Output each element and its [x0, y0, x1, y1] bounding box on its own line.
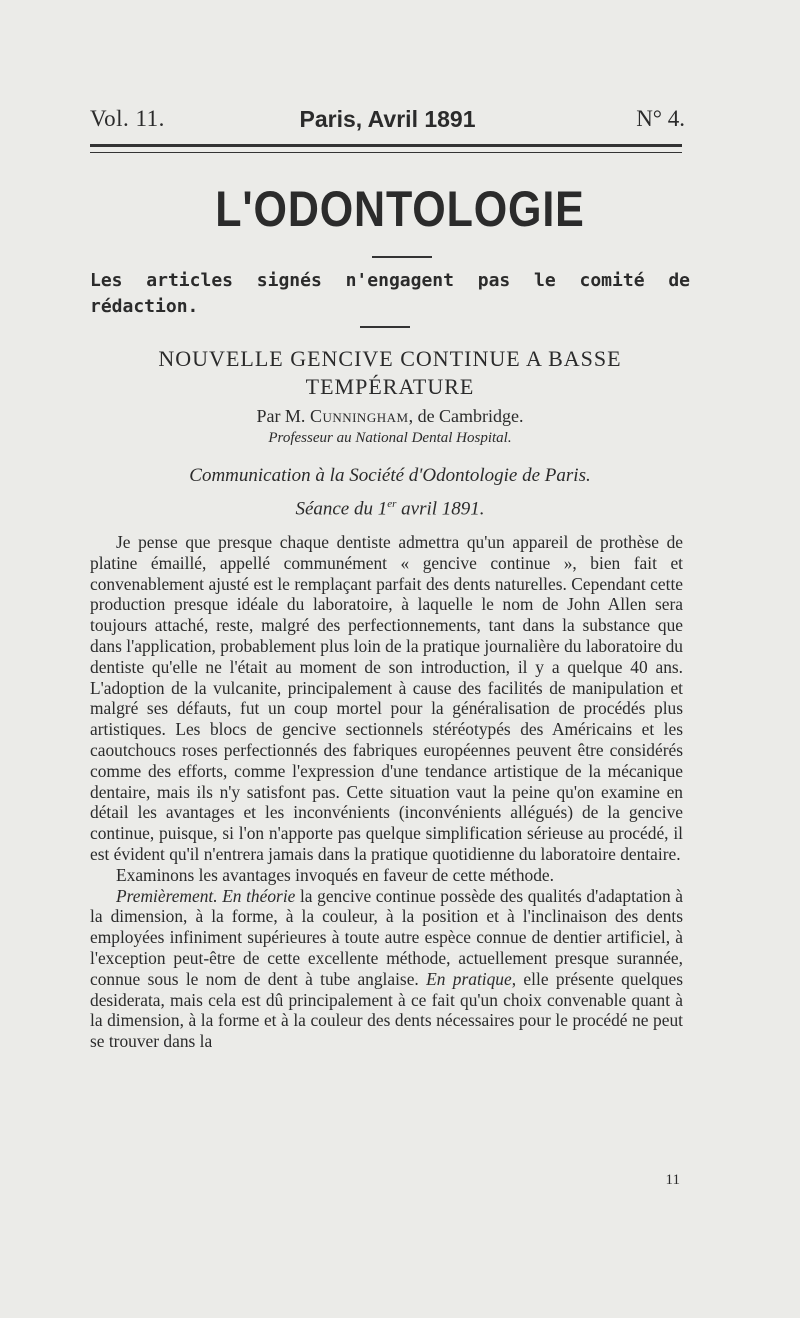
session-line — [90, 490, 690, 523]
session-prefix: Séance du 1 — [295, 498, 388, 520]
article-byline — [90, 406, 690, 427]
header-double-rule — [90, 144, 682, 153]
paragraph-3 — [90, 886, 683, 1052]
p3-practice: En pratique — [426, 968, 512, 989]
issue-number: N° 4. — [636, 106, 685, 131]
author-affiliation: Professeur au National Dental Hospital. — [268, 430, 512, 446]
byline-prefix: Par M. — [256, 406, 306, 426]
byline-suffix: , de Cambridge. — [408, 406, 524, 426]
p3-lead: Premièrement. — [116, 885, 218, 906]
volume-label: Vol. 11. — [90, 106, 165, 131]
session-suffix: avril 1891. — [396, 498, 485, 520]
running-header — [90, 106, 685, 140]
page-number: 11 — [665, 1172, 680, 1188]
session-sup: er — [387, 498, 397, 510]
p3-theory: En théorie — [222, 885, 296, 906]
author-name: Cunningham — [309, 406, 409, 426]
communication-note — [90, 462, 690, 523]
title-divider — [372, 256, 432, 258]
issue-date: Paris, Avril 1891 — [299, 106, 476, 132]
communication-line: Communication à la Société d'Odontologie de Paris. — [189, 465, 591, 486]
p3-text-b: , elle présente quelques desiderata, mais cela est dû principalement à ce fait qu'un choix convenable quant à la dimension, à la forme et à la couleur des dents nécessaires pour le procédé ne peut se trouver dans la — [90, 968, 683, 1052]
p3-text-a: la gencive continue possède des qualités d'adaptation à la dimension, à la forme, à la couleur, à la position et à l'inclinaison des dents employées infiniment supérieures à toute autre espèce connue de dentier artificiel, à l'exception peut-être de cette excellente méthode, actuellement presque surannée, connue sous le nom de dent à tube anglaise. — [90, 885, 683, 989]
paragraph-2: Examinons les avantages invoqués en faveur de cette méthode. — [116, 864, 554, 885]
section-divider — [360, 326, 410, 328]
journal-title: L'ODONTOLOGIE — [215, 181, 585, 237]
article-title: NOUVELLE GENCIVE CONTINUE A BASSE TEMPÉRATURE — [158, 346, 622, 399]
article-body — [90, 532, 683, 1052]
editorial-disclaimer: Les articles signés n'engagent pas le comité de rédaction. — [90, 270, 690, 317]
paragraph-1: Je pense que presque chaque dentiste admettra qu'un appareil de prothèse de platine émaillé, appellé communément « gencive continue », bien fait et convenablement ajusté est le remplaçant parfait des dents naturelles. Cependant cette production presque idéale du laboratoire, à laquelle le nom de John Allen sera toujours attaché, reste, malgré des perfectionnements, tant dans la substance que dans l'application, probablement plus loin de la pratique journalière du laboratoire du dentiste qu'elle ne l'était au moment de son introduction, il y a quelque 40 ans. L'adoption de la vulcanite, principalement à cause des facilités de manipulation et malgré ses défauts, fut un coup mortel pour la généralisation de procédés plus artistiques. Les blocs de gencive sectionnels stéréotypés des Américains et les caoutchoucs roses perfectionnés des fabriques européennes peuvent être considérés comme des efforts, comme l'expression d'une tendance artistique de la mécanique dentaire, mais ils n'y satisfont pas. Cette situation vaut la peine qu'on examine en détail les avantages et les inconvénients (inconvénients allégués) de la gencive continue, puisque, si l'on n'apporte pas quelque simplification sérieuse au procédé, il est évident qu'il n'entrera jamais dans la pratique quotidienne du laboratoire dentaire. — [90, 532, 683, 864]
